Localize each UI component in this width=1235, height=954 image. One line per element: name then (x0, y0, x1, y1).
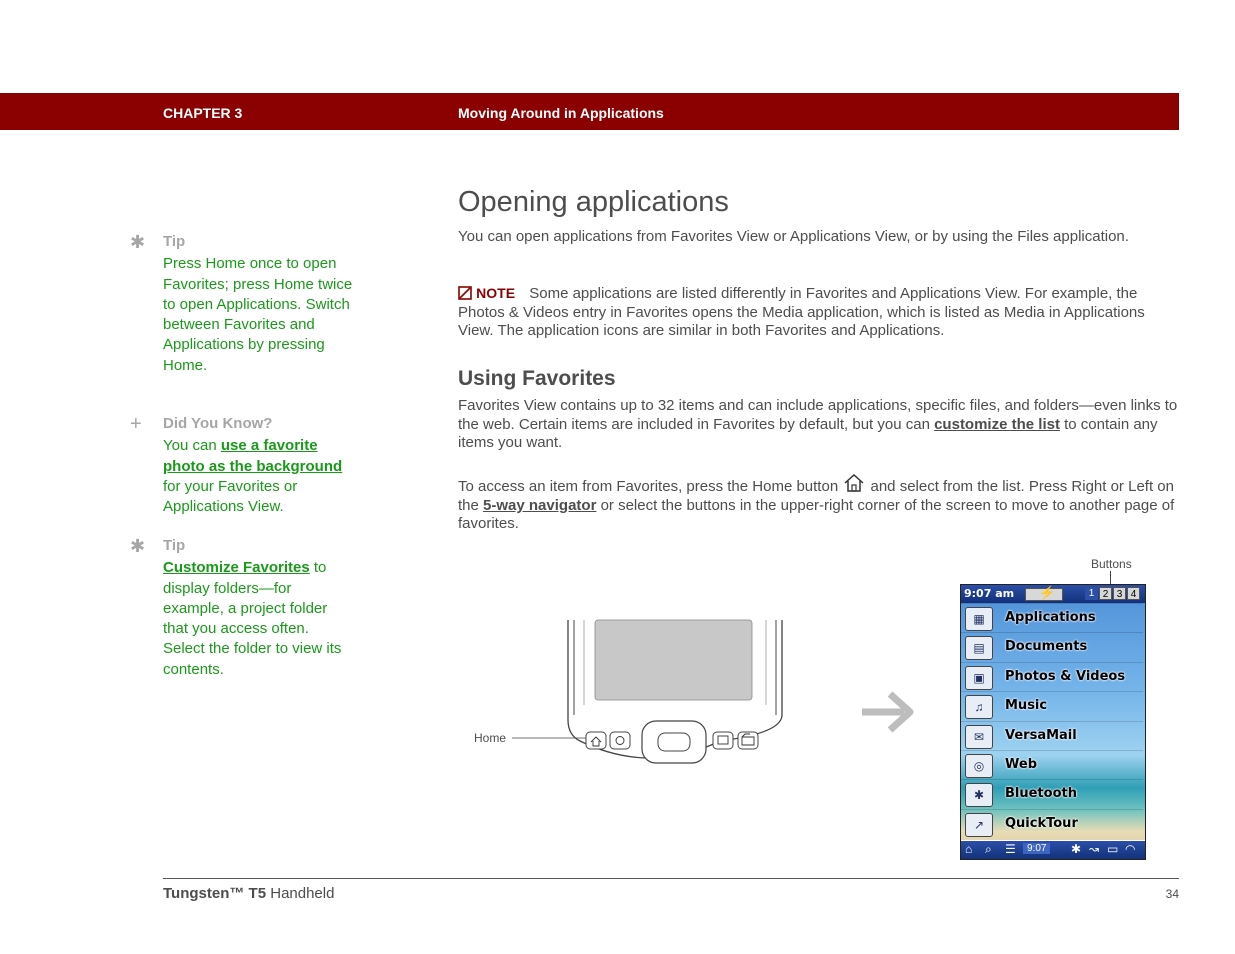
customize-favorites-link[interactable]: Customize Favorites (163, 559, 310, 577)
bluetooth-icon: ✱ (965, 783, 993, 807)
network-icon[interactable]: ↝ (1089, 842, 1100, 856)
page-button-4[interactable]: 4 (1127, 587, 1140, 600)
did-you-know-text (163, 436, 358, 517)
five-way-navigator-link[interactable]: 5-way navigator (483, 496, 597, 514)
footer-product-bold: Tungsten™ T5 (163, 885, 267, 902)
versamail-icon: ✉ (965, 725, 993, 749)
documents-icon: ▤ (965, 636, 993, 660)
favorite-item-label: VersaMail (1005, 727, 1077, 743)
sidebar-tip-2 (163, 536, 363, 680)
quicktour-icon: ↗ (965, 813, 993, 837)
tip-suffix: to display folders—for example, a project folder that you access often. Select the folder to view its contents. (163, 559, 342, 678)
favorites-paragraph-2 (458, 471, 1178, 534)
note-icon (458, 286, 472, 300)
para1-text: Favorites View contains up to 32 items and can include applications, specific files, and folders—even links to the web. Certain items are included in Favorites by default, but you can (458, 397, 1178, 433)
favorite-item-label: Bluetooth (1005, 786, 1077, 802)
tip-text (163, 558, 353, 680)
bluetooth-status-icon[interactable]: ✱ (1071, 842, 1082, 856)
page-button-2[interactable]: 2 (1099, 587, 1112, 600)
rotate-icon[interactable]: ▭ (1107, 842, 1119, 856)
favorite-item[interactable] (961, 809, 1143, 839)
music-icon: ♫ (965, 695, 993, 719)
screen-time: 9:07 am (964, 587, 1015, 600)
tip-heading: Tip (163, 233, 186, 250)
tip-heading: Tip (163, 537, 186, 554)
page-button-3[interactable]: 3 (1113, 587, 1126, 600)
home-icon[interactable]: ⌂ (965, 842, 973, 856)
para2-text: To access an item from Favorites, press the Home button (458, 478, 843, 495)
tip-asterisk-icon: ✱ (130, 536, 146, 556)
page-title: Opening applications (458, 186, 729, 218)
applications-icon: ▦ (965, 607, 993, 631)
favorites-list (961, 603, 1145, 839)
tip-text: Press Home once to open Favorites; press Home twice to open Applications. Switch between Favorites and Applications by pressing Home. (163, 255, 353, 374)
screen-title-bar (961, 585, 1145, 603)
favorite-item[interactable] (961, 603, 1143, 633)
note-text: Some applications are listed differently in Favorites and Applications View. For example, the Photos & Videos entry in Favorites opens the Media application, which is listed as Media in Applications View. The application icons are similar in both Favorites and Applications. (458, 285, 1145, 340)
page-button-1[interactable]: 1 (1085, 587, 1098, 600)
favorite-item[interactable] (961, 750, 1143, 780)
section-title: Using Favorites (458, 367, 616, 390)
signal-icon[interactable]: ◠ (1125, 842, 1136, 856)
buttons-callout-label: Buttons (1091, 557, 1132, 571)
arrow-right-icon (860, 688, 920, 741)
note-paragraph (458, 284, 1178, 341)
home-callout-label: Home (474, 731, 507, 745)
favorite-item[interactable] (961, 779, 1143, 809)
web-icon: ◎ (965, 754, 993, 778)
favorite-item-label: Music (1005, 698, 1048, 714)
favorite-item[interactable] (961, 662, 1143, 692)
did-you-know-heading: Did You Know? (163, 415, 273, 432)
favorites-paragraph-1 (458, 397, 1178, 453)
tip-asterisk-icon: ✱ (130, 232, 146, 252)
intro-paragraph: You can open applications from Favorites View or Applications View, or by using the Files application. (458, 228, 1129, 245)
footer-product-rest: Handheld (266, 885, 335, 902)
favorite-item-label: Photos & Videos (1005, 668, 1126, 684)
home-icon (842, 473, 866, 491)
favorite-item[interactable] (961, 691, 1143, 721)
footer-divider (163, 878, 1179, 879)
did-you-know-plus-icon: + (130, 413, 142, 435)
footer-product (163, 885, 334, 902)
favorite-item-label: QuickTour (1005, 815, 1078, 831)
favorite-item[interactable] (961, 721, 1143, 751)
para2-text-end: or select the buttons in the upper-right corner of the screen to move to another page of favorites. (458, 496, 1175, 533)
did-you-know-suffix: for your Favorites or Applications View. (163, 477, 298, 516)
favorite-photo-background-link[interactable]: use a favorite photo as the background (163, 437, 343, 475)
sidebar-did-you-know (163, 414, 363, 517)
handheld-device-illustration (510, 615, 790, 775)
page-buttons (1085, 587, 1140, 600)
para1-text-end: to contain any items you want. (458, 415, 1158, 452)
favorites-screen (960, 584, 1146, 860)
screen-status-bar (961, 840, 1145, 859)
para2-text-mid: and select from the list. Press Right or Left on the (458, 478, 1174, 514)
favorite-item-label: Applications (1005, 610, 1096, 625)
favorite-item-label: Web (1005, 757, 1037, 772)
favorite-item[interactable] (961, 632, 1143, 662)
sidebar-tip-1 (163, 232, 363, 376)
customize-the-list-link[interactable]: customize the list (934, 415, 1060, 433)
favorite-item-label: Documents (1005, 639, 1088, 655)
chapter-title: Moving Around in Applications (458, 105, 664, 121)
chapter-label: CHAPTER 3 (163, 105, 243, 121)
page-number: 34 (1165, 887, 1179, 901)
photos-videos-icon: ▣ (965, 666, 993, 690)
did-you-know-prefix: You can (163, 437, 221, 455)
status-time: 9:07 (1023, 843, 1050, 854)
charging-bolt-icon: ⚡ (1039, 585, 1056, 600)
note-label: NOTE (476, 285, 516, 301)
find-icon[interactable]: ⌕ (985, 842, 992, 856)
menu-icon[interactable]: ☰ (1005, 842, 1016, 856)
